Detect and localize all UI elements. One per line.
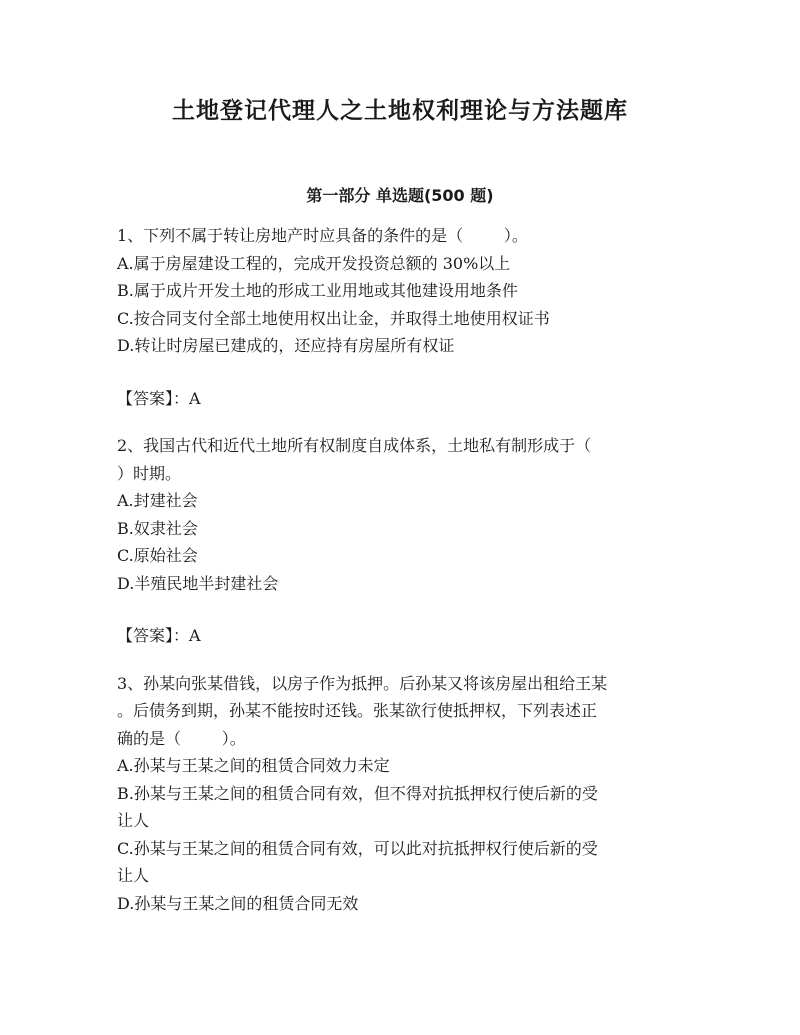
question-stem: 2、我国古代和近代土地所有权制度自成体系，土地私有制形成于（ [117, 436, 592, 455]
option-a: A.属于房屋建设工程的，完成开发投资总额的 30%以上 [117, 253, 511, 273]
option-c: C.原始社会 [117, 546, 198, 565]
option-d: D.转让时房屋已建成的，还应持有房屋所有权证 [117, 336, 455, 355]
section-heading: 第一部分 单选题(500 题) [306, 186, 494, 205]
question-1 [117, 222, 677, 412]
option-b: B.属于成片开发土地的形成工业用地或其他建设用地条件 [117, 281, 518, 300]
question-stem-continued: 确的是（ ）。 [117, 728, 246, 748]
question-3 [117, 670, 677, 918]
question-list [117, 222, 677, 917]
option-d: D.孙某与王某之间的租赁合同无效 [117, 893, 359, 913]
question-stem-continued: 。后债务到期，孙某不能按时还钱。张某欲行使抵押权，下列表述正 [117, 701, 598, 720]
option-d: D.半殖民地半封建社会 [117, 573, 279, 593]
option-b-continued: 让人 [117, 811, 150, 830]
question-2 [117, 432, 677, 650]
question-stem: 1、下列不属于转让房地产时应具备的条件的是（ ）。 [117, 226, 528, 245]
option-a: A.孙某与王某之间的租赁合同效力未定 [117, 756, 390, 775]
answer-label: 【答案】：A [117, 626, 201, 645]
option-c: C.孙某与王某之间的租赁合同有效，可以此对抗抵押权行使后新的受 [117, 838, 598, 858]
option-c: C.按合同支付全部土地使用权出让金，并取得土地使用权证书 [117, 308, 550, 328]
question-stem: 3、孙某向张某借钱，以房子作为抵押。后孙某又将该房屋出租给王某 [117, 673, 608, 693]
document-title: 土地登记代理人之土地权利理论与方法题库 [172, 98, 628, 124]
answer-label: 【答案】：A [117, 388, 201, 408]
option-b: B.奴隶社会 [117, 518, 198, 538]
option-c-continued: 让人 [117, 866, 150, 885]
option-a: A.封建社会 [117, 491, 198, 510]
option-b: B.孙某与王某之间的租赁合同有效，但不得对抗抵押权行使后新的受 [117, 783, 598, 803]
question-stem-continued: ）时期。 [117, 463, 182, 483]
